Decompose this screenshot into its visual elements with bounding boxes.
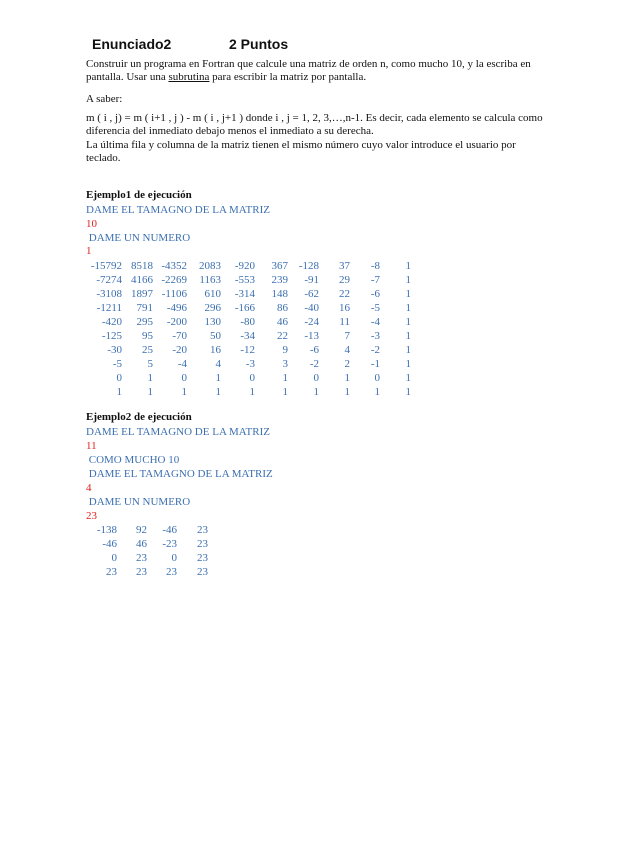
matrix-cell: 2083 xyxy=(199,260,221,272)
matrix-cell: -91 xyxy=(304,274,319,286)
matrix-cell: 0 xyxy=(171,552,177,564)
matrix-cell: -46 xyxy=(102,538,117,550)
matrix-cell: 1 xyxy=(405,330,411,342)
matrix-row xyxy=(86,273,411,287)
matrix-cell: -5 xyxy=(370,302,380,314)
matrix-row xyxy=(86,537,208,551)
matrix-cell: 23 xyxy=(106,566,117,578)
matrix-cell: 16 xyxy=(210,344,221,356)
matrix-cell: 1163 xyxy=(199,274,221,286)
exercise-title: Enunciado2 xyxy=(92,36,172,52)
matrix-cell: 11 xyxy=(339,316,350,328)
matrix-cell: -200 xyxy=(166,316,187,328)
matrix-cell: 5 xyxy=(147,358,153,370)
matrix-row xyxy=(86,329,411,343)
matrix-cell: -8 xyxy=(370,260,380,272)
matrix-cell: 1 xyxy=(249,386,255,398)
matrix-cell: -1106 xyxy=(161,288,187,300)
matrix-cell: 92 xyxy=(136,524,147,536)
matrix-cell: 295 xyxy=(136,316,153,328)
matrix-row xyxy=(86,565,208,579)
example2-matrix xyxy=(86,523,208,579)
matrix-cell: 1 xyxy=(405,260,411,272)
matrix-cell: -920 xyxy=(234,260,255,272)
matrix-row xyxy=(86,301,411,315)
matrix-row xyxy=(86,551,208,565)
matrix-cell: 86 xyxy=(277,302,288,314)
matrix-cell: 1 xyxy=(282,372,288,384)
matrix-cell: 0 xyxy=(111,552,117,564)
example2-size-input: 11 xyxy=(86,440,97,452)
matrix-cell: -34 xyxy=(240,330,255,342)
matrix-cell: -420 xyxy=(101,316,122,328)
matrix-cell: 46 xyxy=(136,538,147,550)
matrix-cell: 1 xyxy=(147,386,153,398)
matrix-row xyxy=(86,385,411,399)
matrix-cell: 23 xyxy=(197,524,208,536)
statement-paragraph xyxy=(86,58,548,84)
matrix-cell: 1 xyxy=(116,386,122,398)
example1-number-prompt: DAME UN NUMERO xyxy=(86,232,191,244)
example1-matrix xyxy=(86,259,411,399)
matrix-cell: -23 xyxy=(162,538,177,550)
matrix-cell: -80 xyxy=(240,316,255,328)
matrix-cell: -7 xyxy=(370,274,380,286)
matrix-cell: -15792 xyxy=(90,260,122,272)
matrix-cell: 1 xyxy=(405,358,411,370)
matrix-cell: 148 xyxy=(271,288,288,300)
matrix-cell: -40 xyxy=(304,302,319,314)
matrix-cell: 1 xyxy=(374,386,380,398)
matrix-cell: 23 xyxy=(136,552,147,564)
matrix-cell: 9 xyxy=(282,344,288,356)
matrix-cell: 0 xyxy=(181,372,187,384)
matrix-cell: -4 xyxy=(370,316,380,328)
matrix-cell: 23 xyxy=(136,566,147,578)
statement-text-start: Construir un programa en Fortran que calcule una matriz de orden n, como mucho 10, y la escriba en pantalla. Usar una xyxy=(86,58,531,83)
matrix-cell: 1 xyxy=(405,302,411,314)
matrix-cell: -7274 xyxy=(96,274,122,286)
matrix-cell: 22 xyxy=(277,330,288,342)
matrix-cell: -3108 xyxy=(96,288,122,300)
a-saber-line: A saber: xyxy=(86,93,123,105)
matrix-cell: -138 xyxy=(96,524,117,536)
matrix-cell: 8518 xyxy=(131,260,153,272)
matrix-cell: 1 xyxy=(215,386,221,398)
matrix-cell: -24 xyxy=(304,316,319,328)
last-row-paragraph: La última fila y columna de la matriz tienen el mismo número cuyo valor introduce el usuario por teclado. xyxy=(86,139,516,164)
matrix-cell: 46 xyxy=(277,316,288,328)
matrix-cell: 1 xyxy=(405,288,411,300)
matrix-cell: -553 xyxy=(234,274,255,286)
matrix-cell: -46 xyxy=(162,524,177,536)
example2-size-prompt: DAME EL TAMAGNO DE LA MATRIZ xyxy=(86,426,270,438)
matrix-cell: 1 xyxy=(282,386,288,398)
matrix-cell: 22 xyxy=(339,288,350,300)
matrix-cell: 23 xyxy=(166,566,177,578)
matrix-cell: -4 xyxy=(177,358,187,370)
matrix-cell: 7 xyxy=(344,330,350,342)
matrix-cell: -5 xyxy=(112,358,122,370)
matrix-cell: 3 xyxy=(282,358,288,370)
matrix-cell: -20 xyxy=(172,344,187,356)
example1-title: Ejemplo1 de ejecución xyxy=(86,189,192,201)
matrix-cell: -4352 xyxy=(161,260,187,272)
matrix-cell: 791 xyxy=(136,302,153,314)
matrix-row xyxy=(86,259,411,273)
matrix-cell: -30 xyxy=(107,344,122,356)
matrix-cell: 1 xyxy=(313,386,319,398)
example2-number-input: 23 xyxy=(86,510,97,522)
matrix-cell: -125 xyxy=(101,330,122,342)
matrix-cell: 1897 xyxy=(131,288,153,300)
matrix-cell: -70 xyxy=(172,330,187,342)
matrix-cell: 16 xyxy=(339,302,350,314)
matrix-cell: 1 xyxy=(405,274,411,286)
matrix-cell: -2 xyxy=(309,358,319,370)
matrix-cell: 4 xyxy=(344,344,350,356)
matrix-cell: -128 xyxy=(298,260,319,272)
matrix-cell: -62 xyxy=(304,288,319,300)
matrix-row xyxy=(86,343,411,357)
example2-size-input-retry: 4 xyxy=(86,482,92,494)
matrix-cell: 2 xyxy=(344,358,350,370)
matrix-cell: 1 xyxy=(344,386,350,398)
matrix-cell: 610 xyxy=(204,288,221,300)
matrix-cell: 29 xyxy=(339,274,350,286)
matrix-cell: -2 xyxy=(370,344,380,356)
matrix-cell: -3 xyxy=(370,330,380,342)
example2-number-prompt: DAME UN NUMERO xyxy=(86,496,191,508)
matrix-cell: -13 xyxy=(304,330,319,342)
matrix-row xyxy=(86,357,411,371)
matrix-cell: 37 xyxy=(339,260,350,272)
matrix-cell: -6 xyxy=(309,344,319,356)
matrix-cell: 0 xyxy=(116,372,122,384)
matrix-cell: 1 xyxy=(405,316,411,328)
matrix-cell: -496 xyxy=(166,302,187,314)
example1-size-prompt: DAME EL TAMAGNO DE LA MATRIZ xyxy=(86,204,270,216)
matrix-cell: 0 xyxy=(249,372,255,384)
matrix-cell: -166 xyxy=(234,302,255,314)
matrix-row xyxy=(86,523,208,537)
matrix-cell: 1 xyxy=(147,372,153,384)
matrix-cell: 23 xyxy=(197,538,208,550)
matrix-cell: 1 xyxy=(344,372,350,384)
matrix-cell: 239 xyxy=(271,274,288,286)
matrix-row xyxy=(86,315,411,329)
matrix-cell: -2269 xyxy=(161,274,187,286)
matrix-cell: 0 xyxy=(374,372,380,384)
example1-number-input: 1 xyxy=(86,245,92,257)
matrix-cell: 50 xyxy=(210,330,221,342)
matrix-cell: -12 xyxy=(240,344,255,356)
subrutina-term: subrutina xyxy=(168,71,210,83)
matrix-cell: 95 xyxy=(142,330,153,342)
matrix-cell: 1 xyxy=(405,344,411,356)
exercise-points: 2 Puntos xyxy=(229,36,289,52)
matrix-cell: -314 xyxy=(234,288,255,300)
matrix-cell: -6 xyxy=(370,288,380,300)
matrix-cell: 23 xyxy=(197,552,208,564)
matrix-cell: 4 xyxy=(215,358,221,370)
formula-paragraph: m ( i , j) = m ( i+1 , j ) - m ( i , j+1 ) donde i , j = 1, 2, 3,…,n-1. Es decir, cada elemento se calcula como diferencia del inmediato debajo menos el inmediato a su derecha. xyxy=(86,112,543,137)
matrix-cell: -1211 xyxy=(96,302,122,314)
matrix-cell: 25 xyxy=(142,344,153,356)
matrix-row xyxy=(86,371,411,385)
matrix-cell: 1 xyxy=(181,386,187,398)
matrix-cell: 1 xyxy=(215,372,221,384)
matrix-cell: 4166 xyxy=(131,274,153,286)
matrix-cell: 1 xyxy=(405,386,411,398)
matrix-cell: 1 xyxy=(405,372,411,384)
statement-text-end: para escribir la matriz por pantalla. xyxy=(209,71,367,83)
example2-max-message: COMO MUCHO 10 xyxy=(86,454,180,466)
matrix-cell: 130 xyxy=(204,316,221,328)
matrix-cell: -1 xyxy=(370,358,380,370)
example2-size-prompt-retry: DAME EL TAMAGNO DE LA MATRIZ xyxy=(86,468,273,480)
matrix-cell: 367 xyxy=(271,260,288,272)
matrix-row xyxy=(86,287,411,301)
matrix-cell: -3 xyxy=(245,358,255,370)
example1-size-input: 10 xyxy=(86,218,97,230)
matrix-cell: 296 xyxy=(204,302,221,314)
example2-title: Ejemplo2 de ejecución xyxy=(86,411,192,423)
matrix-cell: 23 xyxy=(197,566,208,578)
matrix-cell: 0 xyxy=(313,372,319,384)
